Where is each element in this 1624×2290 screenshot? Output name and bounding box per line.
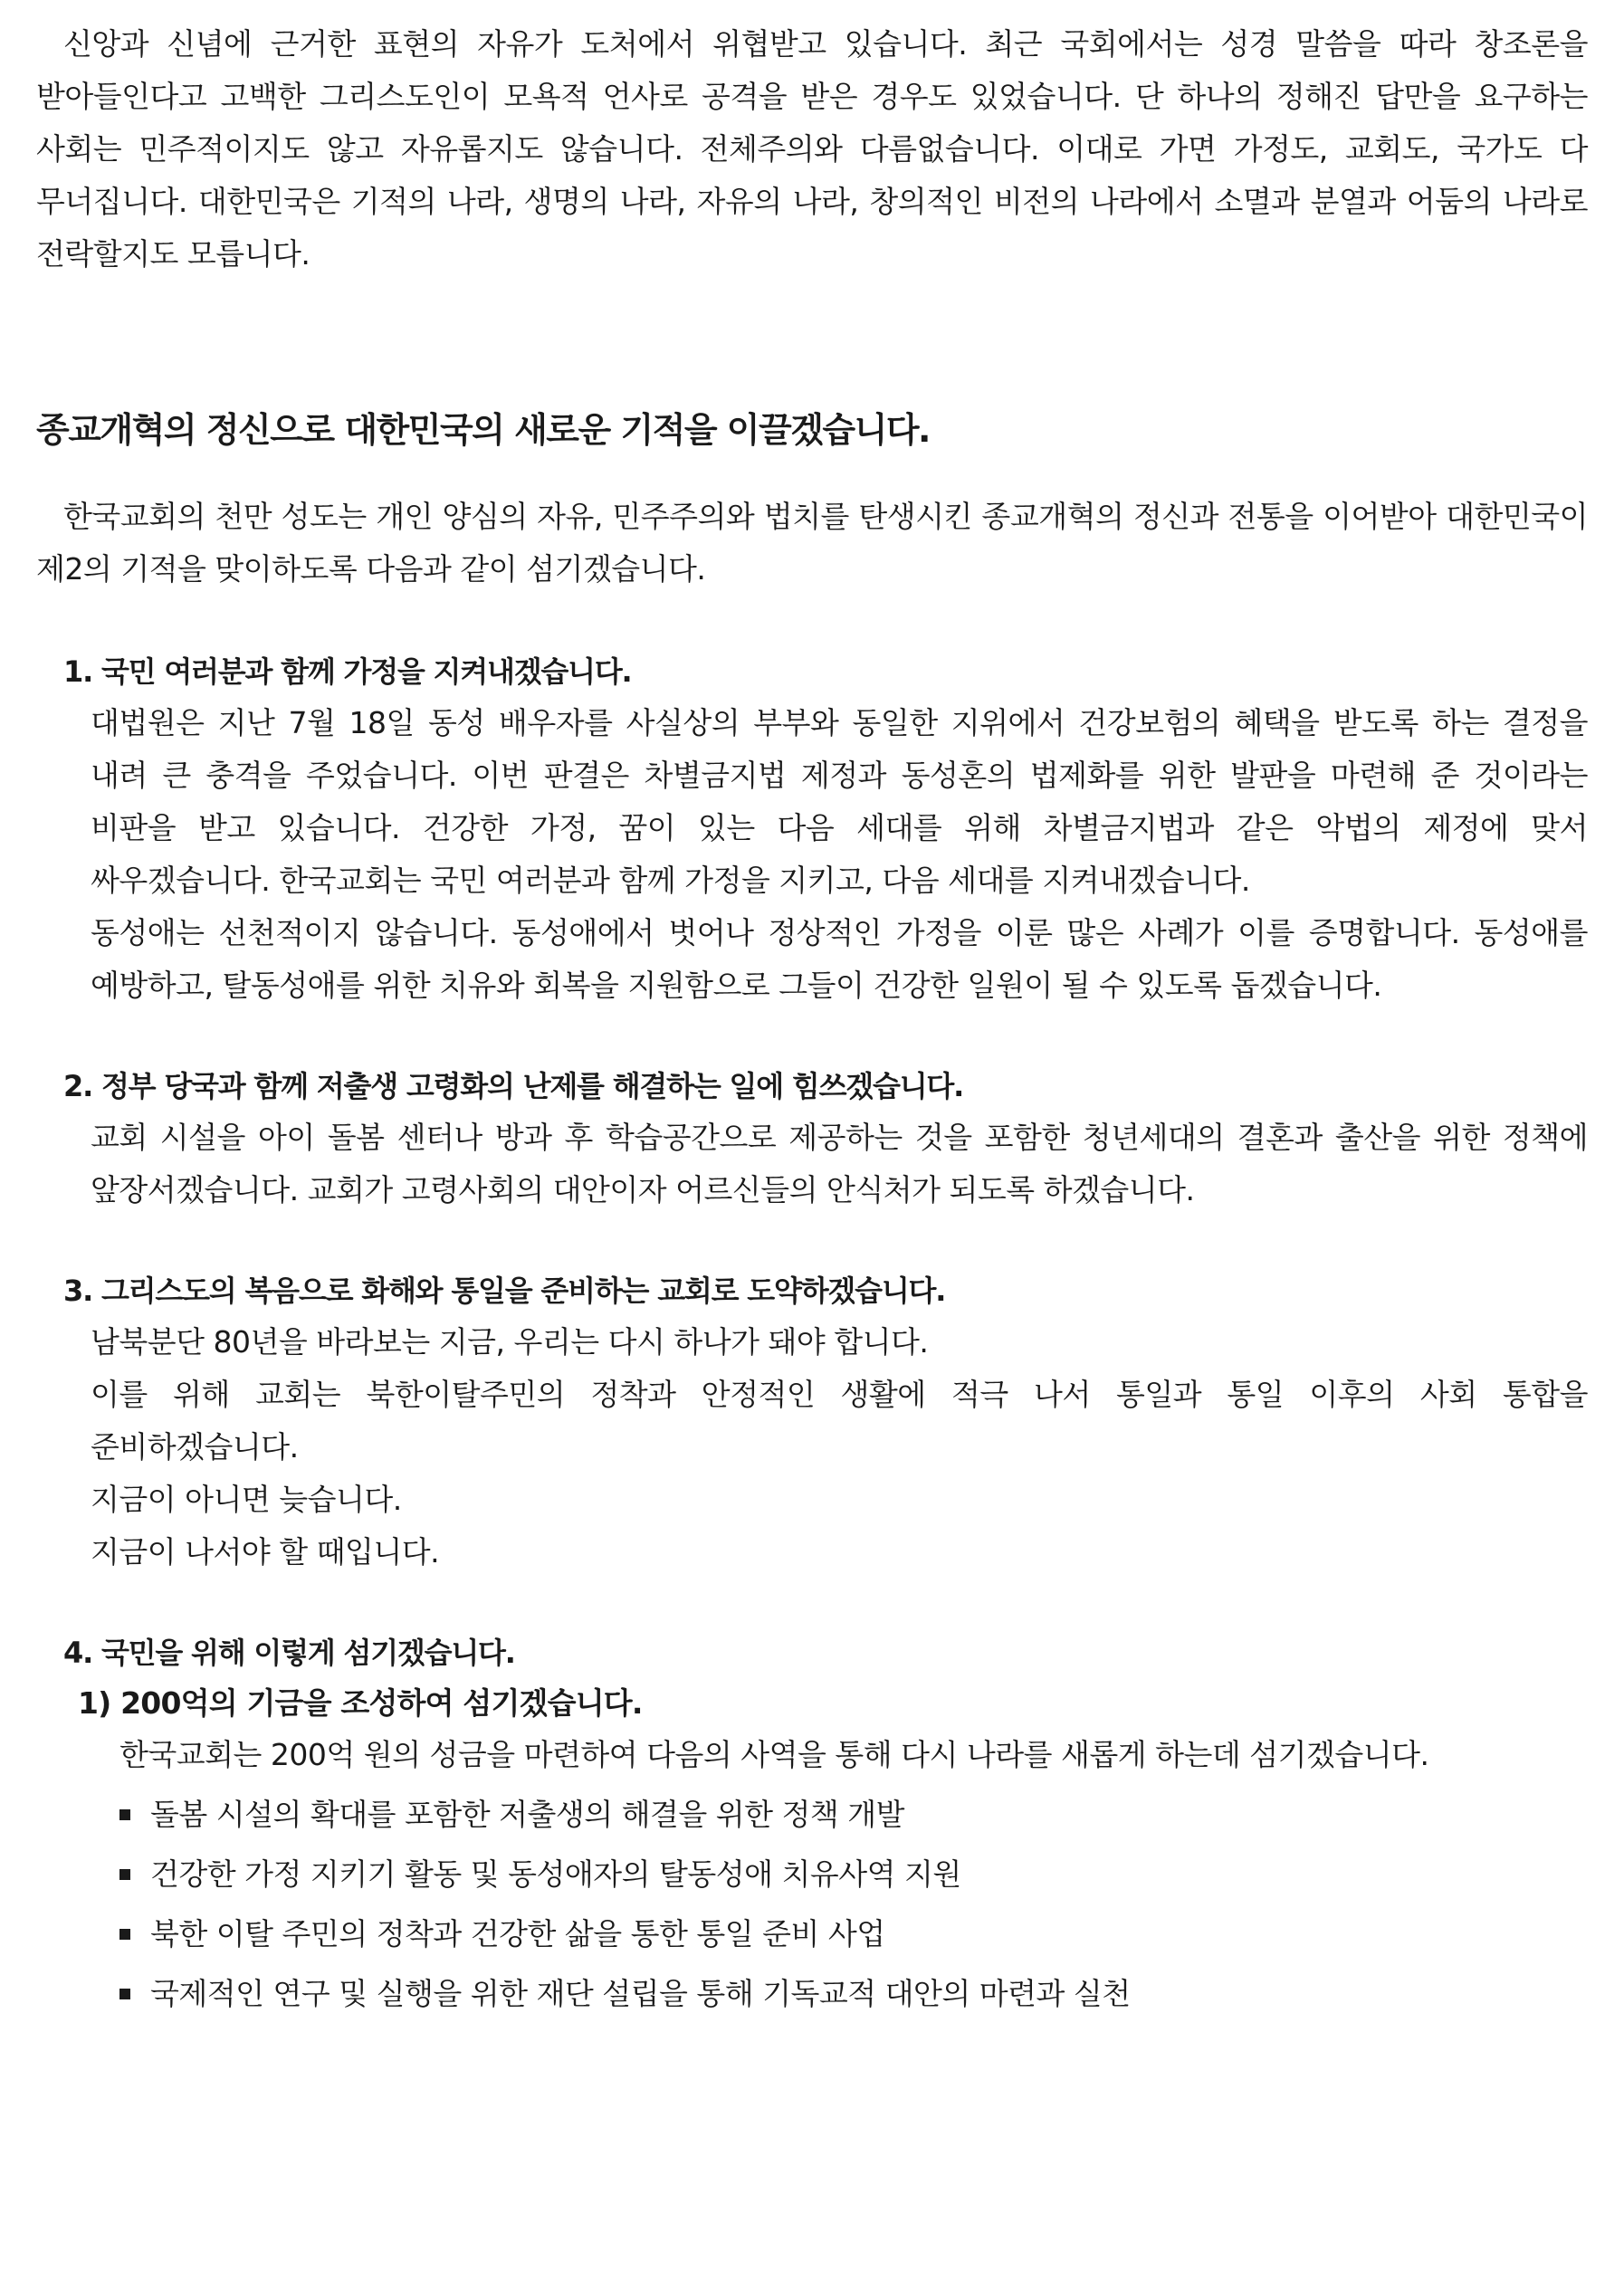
intro-paragraph: 신앙과 신념에 근거한 표현의 자유가 도처에서 위협받고 있습니다. 최근 국회에서는 성경 말씀을 따라 창조론을 받아들인다고 고백한 그리스도인이 모욕적 언사로 공격을 받은 경우도 있었습니다. 단 하나의 정해진 답만을 요구하는 사회는 민주적이지도 않고 자유롭지도 않습니다. 전체주의와 다름없습니다. 이대로 가면 가정도, 교회도, 국가도 다 무너집니다. 대한민국은 기적의 나라, 생명의 나라, 자유의 나라, 창의적인 비전의 나라에서 소멸과 분열과 어둠의 나라로 전락할지도 모릅니다. (36, 26, 1588, 272)
section-4 (36, 1627, 1588, 2024)
section-2-title: 2. 정부 당국과 함께 저출생 고령화의 난제를 해결하는 일에 힘쓰겠습니다. (63, 1069, 964, 1103)
section-3-paragraph-4: 지금이 나서야 할 때입니다. (91, 1534, 440, 1570)
square-bullet-icon (119, 1809, 130, 1820)
document-page (36, 18, 1588, 2024)
section-4-subtitle: 1) 200억의 기금을 조성하여 섬기겠습니다. (78, 1685, 643, 1721)
section-1-title: 1. 국민 여러분과 함께 가정을 지켜내겠습니다. (63, 654, 632, 689)
section-1-body (91, 697, 1588, 1012)
list-item-text: 북한 이탈 주민의 정착과 건강한 삶을 통한 통일 준비 사업 (150, 1916, 885, 1951)
section-3-paragraph-1: 남북분단 80년을 바라보는 지금, 우리는 다시 하나가 돼야 합니다. (91, 1324, 929, 1360)
section-4-bullet-list (119, 1785, 1588, 2024)
square-bullet-icon (119, 1989, 130, 1999)
square-bullet-icon (119, 1929, 130, 1940)
section-3-body (91, 1316, 1588, 1579)
section-4-title: 4. 국민을 위해 이렇게 섬기겠습니다. (63, 1636, 515, 1670)
section-3-paragraph-3: 지금이 아니면 늦습니다. (91, 1482, 402, 1517)
list-item-text: 국제적인 연구 및 실행을 위한 재단 설립을 통해 기독교적 대안의 마련과 실천 (150, 1976, 1131, 2011)
section-2 (36, 1061, 1588, 1217)
section-4-sub-body (119, 1729, 1588, 1781)
list-item-text: 건강한 가정 지키기 활동 및 동성애자의 탈동성애 치유사역 지원 (150, 1856, 961, 1892)
list-item-text: 돌봄 시설의 확대를 포함한 저출생의 해결을 위한 정책 개발 (150, 1797, 904, 1832)
section-1 (36, 646, 1588, 1012)
section-2-body (91, 1112, 1588, 1217)
list-item (119, 1904, 1588, 1964)
section-1-paragraph-1: 대법원은 지난 7월 18일 동성 배우자를 사실상의 부부와 동일한 지위에서 건강보험의 혜택을 받도록 하는 결정을 내려 큰 충격을 주었습니다. 이번 판결은 차별금지법 제정과 동성혼의 법제화를 위한 발판을 마련해 준 것이라는 비판을 받고 있습니다. 건강한 가정, 꿈이 있는 다음 세대를 위해 차별금지법과 같은 악법의 제정에 맞서 싸우겠습니다. 한국교회는 국민 여러분과 함께 가정을 지키고, 다음 세대를 지켜내겠습니다. (91, 705, 1588, 898)
list-item (119, 1785, 1588, 1845)
section-4-sub-paragraph: 한국교회는 200억 원의 성금을 마련하여 다음의 사역을 통해 다시 나라를 새롭게 하는데 섬기겠습니다. (119, 1737, 1429, 1772)
section-3 (36, 1265, 1588, 1579)
list-item (119, 1964, 1588, 2024)
section-3-paragraph-2: 이를 위해 교회는 북한이탈주민의 정착과 안정적인 생활에 적극 나서 통일과 통일 이후의 사회 통합을 준비하겠습니다. (91, 1377, 1588, 1465)
lead-paragraph: 한국교회의 천만 성도는 개인 양심의 자유, 민주주의와 법치를 탄생시킨 종교개혁의 정신과 전통을 이어받아 대한민국이 제2의 기적을 맞이하도록 다음과 같이 섬기겠습니다. (36, 499, 1588, 587)
section-3-title: 3. 그리스도의 복음으로 화해와 통일을 준비하는 교회로 도약하겠습니다. (63, 1274, 946, 1308)
square-bullet-icon (119, 1869, 130, 1880)
main-heading: 종교개혁의 정신으로 대한민국의 새로운 기적을 이끌겠습니다. (36, 410, 930, 450)
section-2-paragraph-1: 교회 시설을 아이 돌봄 센터나 방과 후 학습공간으로 제공하는 것을 포함한 청년세대의 결혼과 출산을 위한 정책에 앞장서겠습니다. 교회가 고령사회의 대안이자 어르신들의 안식처가 되도록 하겠습니다. (91, 1120, 1588, 1207)
section-1-paragraph-2: 동성애는 선천적이지 않습니다. 동성애에서 벗어나 정상적인 가정을 이룬 많은 사례가 이를 증명합니다. 동성애를 예방하고, 탈동성애를 위한 치유와 회복을 지원함으로 그들이 건강한 일원이 될 수 있도록 돕겠습니다. (91, 915, 1588, 1003)
list-item (119, 1845, 1588, 1904)
